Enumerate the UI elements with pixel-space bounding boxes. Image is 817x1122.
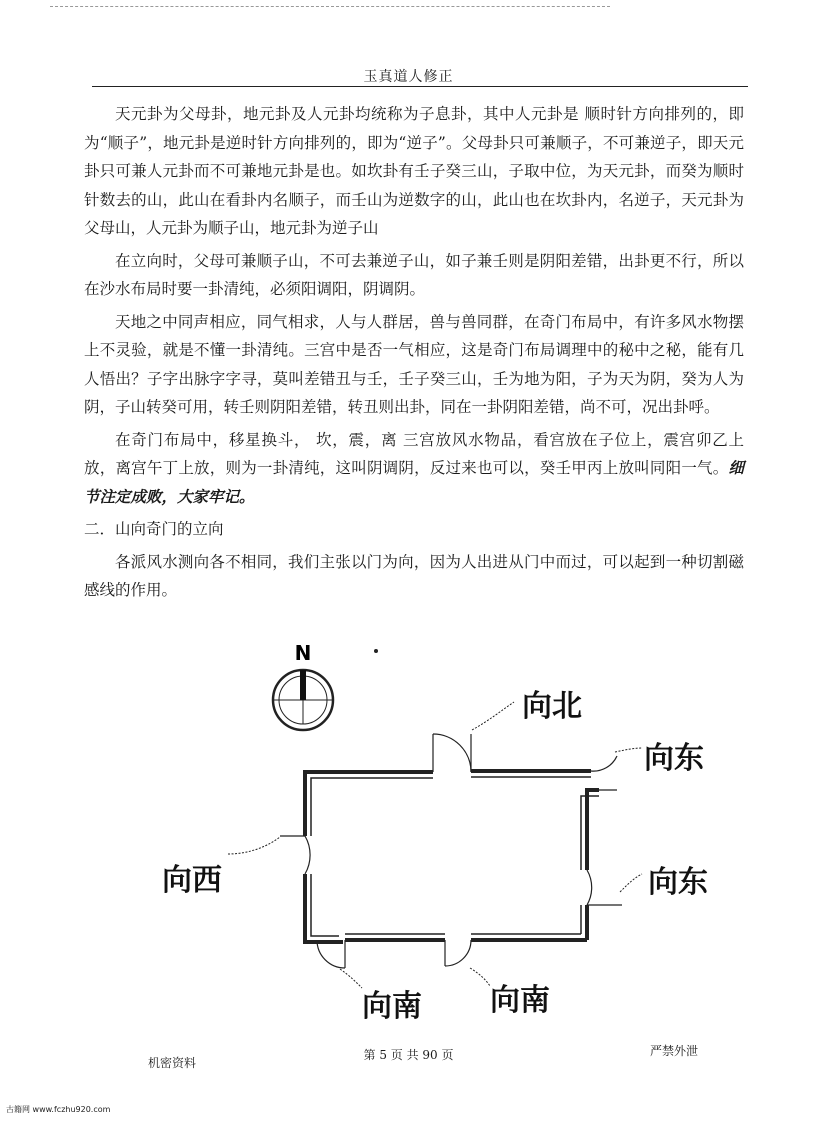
- floor-plan-diagram: [150, 630, 708, 1030]
- label-west: 向西: [162, 863, 222, 898]
- page-header: 玉真道人修正: [363, 69, 454, 85]
- header-rule: [92, 86, 748, 87]
- paragraph-4-text: 在奇门布局中，移星换斗， 坎，震，离 三宫放风水物品，看宫放在子位上，震宫卯乙上放，离宫午丁上放，则为一卦清纯，这叫阴调阴，反过来也可以，癸壬甲丙上放叫同阳一气。: [84, 430, 744, 477]
- compass-icon: [273, 670, 333, 730]
- door-east-right: [587, 870, 622, 905]
- door-north: [433, 734, 471, 772]
- footer-page-number: 第 5 页 共 90 页: [363, 1048, 454, 1062]
- body-text: [84, 100, 744, 609]
- door-south-left: [317, 940, 345, 968]
- section-text: 各派风水测向各不相同，我们主张以门为向，因为人出进从门中而过，可以起到一种切割磁感线的作用。: [84, 552, 744, 599]
- paragraph-2: 在立向时，父母可兼顺子山，不可去兼逆子山，如子兼壬则是阴阳差错，出卦更不行，所以在沙水布局时要一卦清纯，必须阳调阳，阴调阴。: [84, 251, 744, 298]
- paragraph-3: 天地之中同声相应，同气相求，人与人群居，兽与兽同群，在奇门布局中，有许多风水物摆上不灵验，就是不懂一卦清纯。三宫中是否一气相应，这是奇门布局调理中的秘中之秘，能有几人悟出？子字出脉字字寻，莫叫差错丑与壬，壬子癸三山，壬为地为阳，子为天为阴，癸为人为阴，子山转癸可用，转壬则阴阳差错，转丑则出卦，同在一卦阴阳差错，尚不可，况出卦呼。: [84, 312, 744, 416]
- top-dashed-rule: [50, 6, 610, 7]
- section-title: 二．山向奇门的立向: [84, 520, 224, 538]
- label-east-right: 向东: [648, 865, 708, 900]
- door-south-right: [445, 940, 471, 966]
- footer-no-leak: 严禁外泄: [650, 1044, 699, 1058]
- compass-north-label: N: [294, 641, 312, 665]
- leader-lines: [228, 702, 642, 988]
- paragraph-4: [84, 426, 744, 512]
- footer-confidential: 机密资料: [148, 1056, 197, 1070]
- door-west: [280, 836, 310, 874]
- label-east-top: 向东: [644, 741, 704, 776]
- room-walls: [305, 771, 599, 942]
- label-south-right: 向南: [490, 983, 550, 1018]
- label-north: 向北: [522, 689, 582, 724]
- label-south-left: 向南: [362, 989, 422, 1024]
- dot-mark: [374, 649, 378, 653]
- room-walls-inner: [311, 777, 599, 936]
- watermark-text: 古籍网 www.fczhu920.com: [6, 1105, 111, 1114]
- paragraph-4-emphasis: 细节注定成败，大家牢记。: [84, 458, 744, 506]
- paragraph-1: 天元卦为父母卦，地元卦及人元卦均统称为子息卦，其中人元卦是 顺时针方向排列的，即为“顺子”，地元卦是逆时针方向排列的，即为“逆子”。父母卦只可兼顺子，不可兼逆子，即天元卦只可兼人元卦而不可兼地元卦是也。如坎卦有壬子癸三山，子取中位，为天元卦，而癸为顺时针数去的山，此山在看卦内名顺子，而壬山为逆数字的山，此山也在坎卦内，名逆子，天元卦为父母山，人元卦为顺子山，地元卦为逆子山: [84, 105, 744, 237]
- door-east-top: [591, 756, 617, 790]
